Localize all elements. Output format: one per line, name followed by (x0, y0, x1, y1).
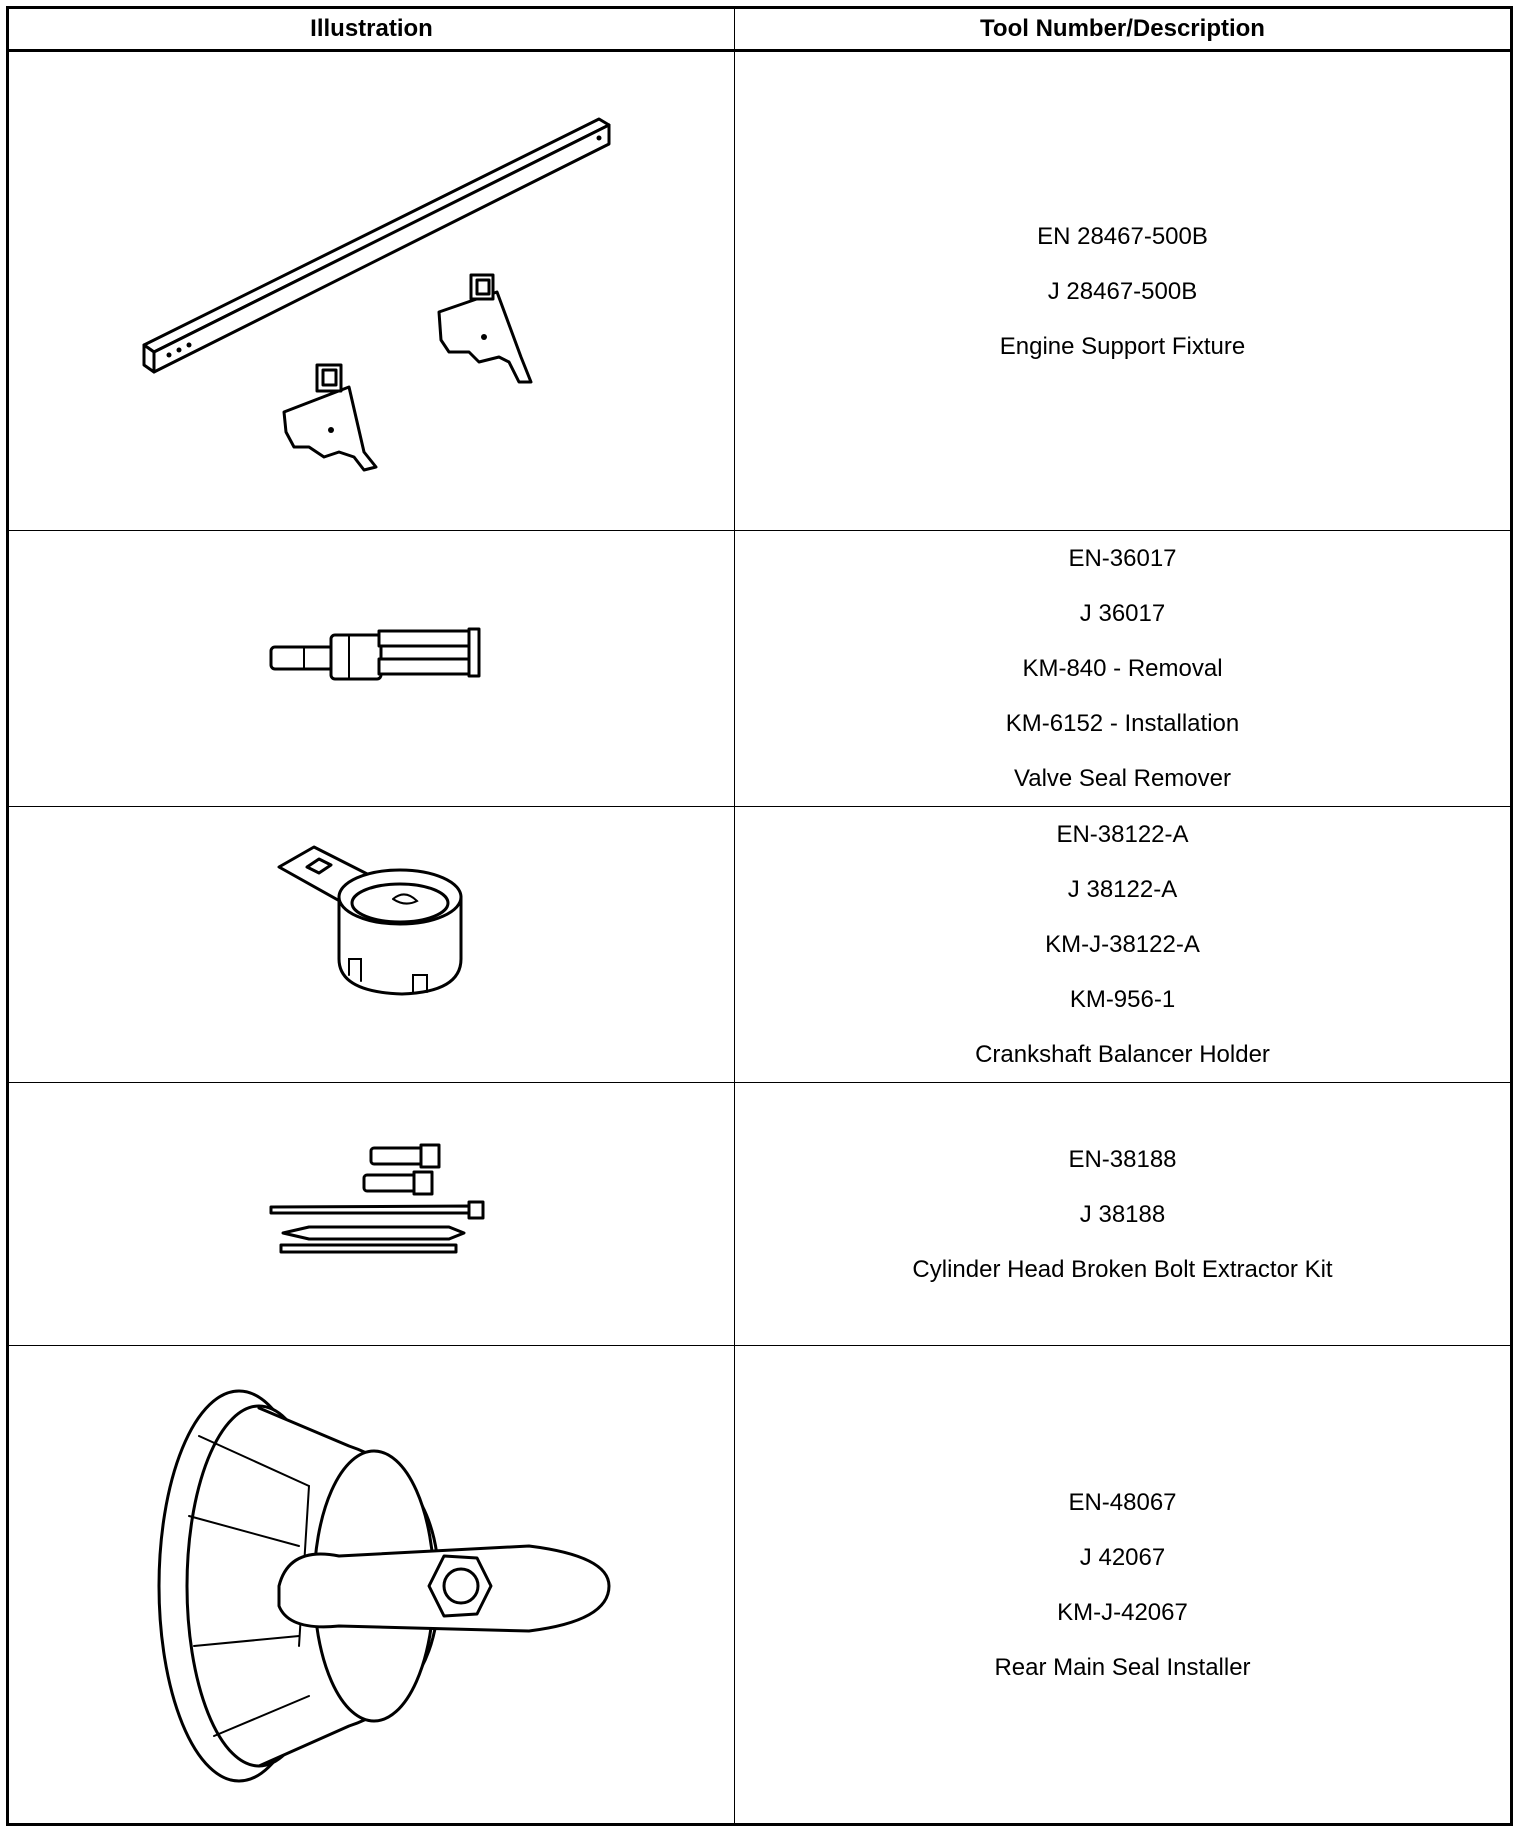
illustration-cell (8, 807, 735, 1083)
description-cell (735, 531, 1512, 807)
tool-number: J 38122-A (1067, 876, 1178, 903)
tool-table (6, 6, 1513, 1826)
header-row (8, 8, 1512, 51)
rear-main-seal-installer-icon (9, 1346, 736, 1825)
table-row (8, 51, 1512, 531)
tool-description: Valve Seal Remover (1014, 765, 1231, 792)
tool-number: KM-J-42067 (1057, 1598, 1188, 1626)
tool-number: KM-840 - Removal (1022, 655, 1223, 682)
tool-number: EN-38122-A (1056, 821, 1189, 848)
description-cell (735, 51, 1512, 531)
crankshaft-balancer-holder-icon (9, 807, 736, 1071)
tool-description: Rear Main Seal Installer (994, 1653, 1251, 1681)
valve-seal-remover-icon (9, 531, 736, 793)
header-tool-number-description: Tool Number/Description (735, 8, 1512, 51)
table-row (8, 531, 1512, 807)
tool-number: KM-6152 - Installation (1005, 710, 1240, 737)
tool-description: Crankshaft Balancer Holder (975, 1041, 1270, 1068)
tool-number: KM-J-38122-A (1045, 931, 1200, 958)
tool-number: J 28467-500B (1047, 277, 1198, 305)
table-row (8, 1346, 1512, 1825)
tool-description: Engine Support Fixture (999, 332, 1246, 360)
tool-number: EN 28467-500B (1037, 222, 1208, 250)
tool-number: J 42067 (1079, 1543, 1166, 1571)
illustration-cell (8, 1083, 735, 1346)
description-cell (735, 1346, 1512, 1825)
tool-number: EN-48067 (1068, 1488, 1177, 1516)
tool-number: J 38188 (1079, 1200, 1166, 1228)
engine-support-fixture-icon (9, 52, 736, 532)
header-illustration: Illustration (8, 8, 735, 51)
illustration-cell (8, 51, 735, 531)
table-row (8, 807, 1512, 1083)
illustration-cell (8, 1346, 735, 1825)
tool-number: EN-36017 (1068, 545, 1177, 572)
tool-number: J 36017 (1079, 600, 1166, 627)
table-row (8, 1083, 1512, 1346)
description-cell (735, 807, 1512, 1083)
tool-number: EN-38188 (1068, 1145, 1177, 1173)
description-cell (735, 1083, 1512, 1346)
illustration-cell (8, 531, 735, 807)
tool-description: Cylinder Head Broken Bolt Extractor Kit (912, 1255, 1333, 1283)
tool-number: KM-956-1 (1069, 986, 1176, 1013)
bolt-extractor-kit-icon (9, 1083, 736, 1346)
